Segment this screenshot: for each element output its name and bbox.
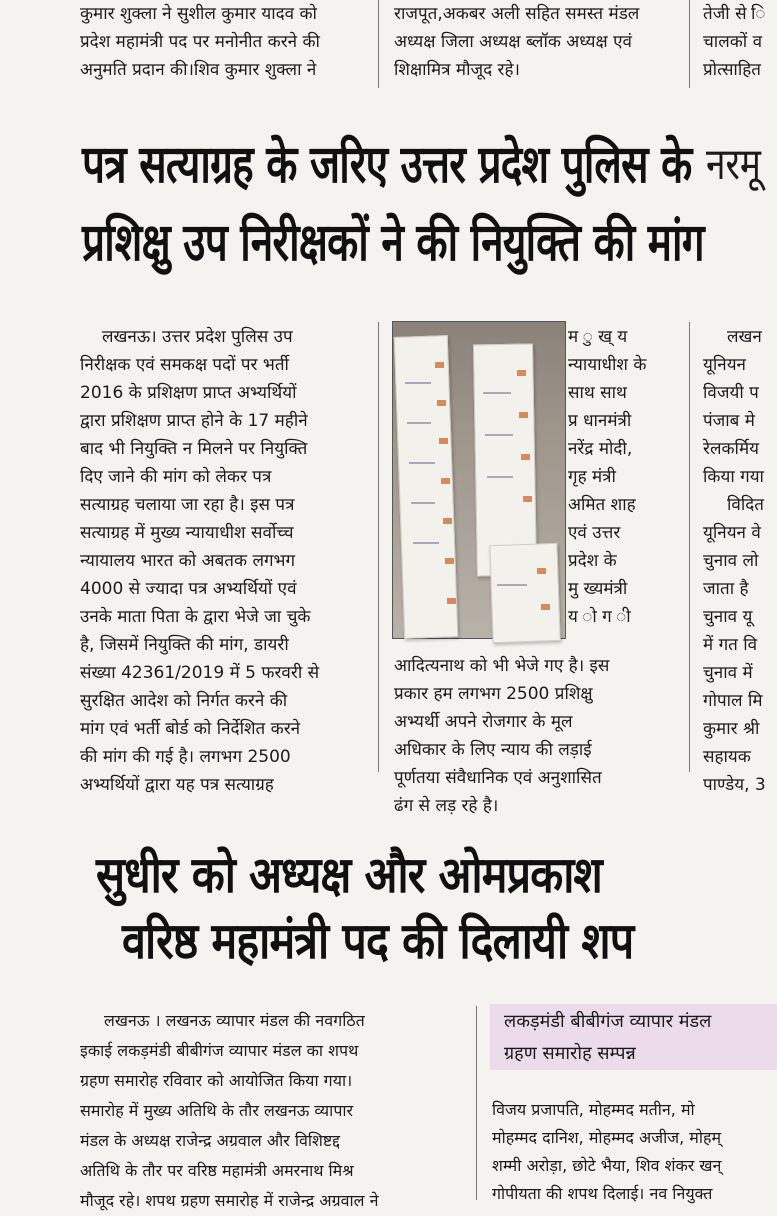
column-divider bbox=[476, 1006, 477, 1200]
text-line: अमित शाह bbox=[568, 495, 636, 515]
column-divider bbox=[689, 322, 690, 772]
text-line: पंजाब मे bbox=[703, 411, 755, 431]
article-2-column-2 bbox=[492, 1096, 777, 1208]
text-line: 2016 के प्रशिक्षण प्राप्त अभ्यर्थियों bbox=[80, 383, 297, 403]
text-line: न्यायाधीश के bbox=[568, 355, 647, 375]
article-2-headline-line-1: सुधीर को अध्यक्ष और ओमप्रकाश bbox=[96, 846, 602, 904]
text-line: पूर्णतया संवैधानिक एवं अनुशासित bbox=[394, 768, 602, 788]
text-line: अभ्यर्थी अपने रोजगार के मूल bbox=[394, 712, 573, 732]
text-line: एवं उत्तर bbox=[568, 523, 621, 543]
text-line: लखनऊ। उत्तर प्रदेश पुलिस उप bbox=[102, 327, 293, 347]
text-line: की मांग की गई है। लगभग 2500 bbox=[80, 747, 291, 767]
text-line: अतिथि के तौर पर वरिष्ठ महामंत्री अमरनाथ मिश्र bbox=[80, 1161, 354, 1180]
letters-photo bbox=[392, 321, 566, 639]
text-line: गोपाल मि bbox=[703, 691, 763, 711]
text-line: गृह मंत्री bbox=[568, 467, 616, 487]
text-line: नरेंद्र मोदी, bbox=[568, 439, 633, 459]
text-line: पाण्डेय, 3 bbox=[703, 775, 766, 795]
text-line: य ो ग ी bbox=[568, 607, 631, 627]
text-line: अधिकार के लिए न्याय की लड़ाई bbox=[394, 740, 592, 760]
text-line: साथ साथ bbox=[568, 383, 627, 403]
text-line: प्रदेश के bbox=[568, 551, 617, 571]
subheading-line-1: लकड़मंडी बीबीगंज व्यापार मंडल bbox=[504, 1011, 712, 1032]
text-line: प्र धानमंत्री bbox=[568, 411, 632, 431]
text-line: सत्याग्रह में मुख्य न्यायाधीश सर्वोच्च bbox=[80, 523, 294, 543]
text-line: बाद भी नियुक्ति न मिलने पर नियुक्ति bbox=[80, 439, 308, 459]
text-line: मोहम्मद दानिश, मोहम्मद अजीज, मोहम् bbox=[492, 1128, 722, 1147]
column-divider bbox=[378, 322, 379, 772]
text-line: है, जिसमें नियुक्ति की मांग, डायरी bbox=[80, 635, 289, 655]
top-column-1 bbox=[80, 0, 362, 84]
text-line: न्यायालय भारत को अबतक लगभग bbox=[80, 551, 296, 571]
text-line: मौजूद रहे। शपथ ग्रहण समारोह में राजेन्द्र अग्रवाल ने bbox=[80, 1191, 379, 1210]
text-line: कुमार श्री bbox=[703, 719, 760, 739]
text-line: सत्याग्रह चलाया जा रहा है। इस पत्र bbox=[80, 495, 295, 515]
text-line: अध्यक्ष जिला अध्यक्ष ब्लॉक अध्यक्ष एवं bbox=[394, 32, 632, 52]
text-line: संख्या 42361/2019 में 5 फरवरी से bbox=[80, 663, 320, 683]
text-line: सहायक bbox=[703, 747, 751, 767]
text-line: अभ्यर्थियों द्वारा यह पत्र सत्याग्रह bbox=[80, 775, 274, 795]
text-line: में गत वि bbox=[703, 635, 758, 655]
subheading-line-2: ग्रहण समारोह सम्पन्न bbox=[504, 1043, 636, 1064]
text-line: इकाई लकड़मंडी बीबीगंज व्यापार मंडल का शपथ bbox=[80, 1041, 359, 1060]
text-line: लखन bbox=[727, 327, 762, 347]
text-line: द्वारा प्रशिक्षण प्राप्त होने के 17 महीने bbox=[80, 411, 308, 431]
text-line: सुरक्षित आदेश को निर्गत करने की bbox=[80, 691, 288, 711]
article-2-column-1 bbox=[80, 1006, 462, 1216]
top-column-2 bbox=[394, 0, 676, 84]
text-line: विदित bbox=[727, 495, 764, 515]
text-line: प्रदेश महामंत्री पद पर मनोनीत करने की bbox=[80, 32, 320, 52]
text-line: मु ख्यमंत्री bbox=[568, 579, 628, 599]
subheading-box bbox=[490, 1004, 777, 1070]
text-line: प्रकार हम लगभग 2500 प्रशिक्षु bbox=[394, 684, 593, 704]
article-1-headline-line-2: प्रशिक्षु उप निरीक्षकों ने की नियुक्ति की मांग bbox=[82, 213, 704, 273]
text-line: शम्मी अरोड़ा, छोटे भैया, शिव शंकर खन् bbox=[492, 1156, 722, 1175]
text-line: कुमार शुक्ला ने सुशील कुमार यादव को bbox=[80, 4, 317, 24]
text-line: यूनियन वे bbox=[703, 523, 761, 543]
text-line: विजय प्रजापति, मोहम्मद मतीन, मो bbox=[492, 1100, 695, 1119]
text-line: जाता है bbox=[703, 579, 749, 599]
text-line: किया गया bbox=[703, 467, 764, 487]
text-line: शिक्षामित्र मौजूद रहे। bbox=[394, 60, 520, 80]
text-line: ढंग से लड़ रहे है। bbox=[394, 796, 499, 816]
text-line: म ु ख् य bbox=[568, 327, 628, 347]
text-line: राजपूत,अकबर अली सहित समस्त मंडल bbox=[394, 4, 640, 24]
text-line: 4000 से ज्यादा पत्र अभ्यर्थियों एवं bbox=[80, 579, 297, 599]
text-line: तेजी से ि bbox=[703, 4, 766, 24]
text-line: चालकों व bbox=[703, 32, 763, 52]
text-line: उनके माता पिता के द्वारा भेजे जा चुके bbox=[80, 607, 311, 627]
text-line: ग्रहण समारोह रविवार को आयोजित किया गया। bbox=[80, 1071, 353, 1090]
article-2-headline-line-2: वरिष्ठ महामंत्री पद की दिलायी शप bbox=[122, 912, 634, 970]
text-line: दिए जाने की मांग को लेकर पत्र bbox=[80, 467, 272, 487]
text-line: चुनाव लो bbox=[703, 551, 759, 571]
text-line: रेलकर्मिय bbox=[703, 439, 759, 459]
text-line: अनुमति प्रदान की।शिव कुमार शुक्ला ने bbox=[80, 60, 317, 80]
text-line: प्रोत्साहित bbox=[703, 60, 761, 80]
column-divider bbox=[689, 0, 690, 88]
text-line: मंडल के अध्यक्ष राजेन्द्र अग्रवाल और विशिष्टद्द bbox=[80, 1131, 340, 1150]
text-line: समारोह में मुख्य अतिथि के तौर लखनऊ व्यापार bbox=[80, 1101, 354, 1120]
text-line: चुनाव में bbox=[703, 663, 753, 683]
top-column-3 bbox=[703, 0, 777, 84]
text-line: विजयी प bbox=[703, 383, 759, 403]
text-line: यूनियन bbox=[703, 355, 746, 375]
article-1-column-2-full bbox=[394, 652, 674, 820]
article-1-column-1 bbox=[80, 323, 363, 799]
text-line: लखनऊ । लखनऊ व्यापार मंडल की नवगठित bbox=[104, 1011, 365, 1030]
text-line: गोपीयता की शपथ दिलाई। नव नियुक्त bbox=[492, 1184, 713, 1203]
text-line: मांग एवं भर्ती बोर्ड को निर्देशित करने bbox=[80, 719, 301, 739]
column-divider bbox=[378, 0, 379, 88]
side-article-body bbox=[703, 323, 777, 799]
article-1-headline-line-1: पत्र सत्याग्रह के जरिए उत्तर प्रदेश पुलिस के bbox=[82, 135, 692, 195]
article-1-column-2-narrow bbox=[568, 323, 674, 631]
side-article-headline: नरमू bbox=[706, 139, 761, 190]
text-line: आदित्यनाथ को भी भेजे गए है। इस bbox=[394, 656, 610, 676]
text-line: निरीक्षक एवं समकक्ष पदों पर भर्ती bbox=[80, 355, 289, 375]
text-line: चुनाव यू bbox=[703, 607, 753, 627]
